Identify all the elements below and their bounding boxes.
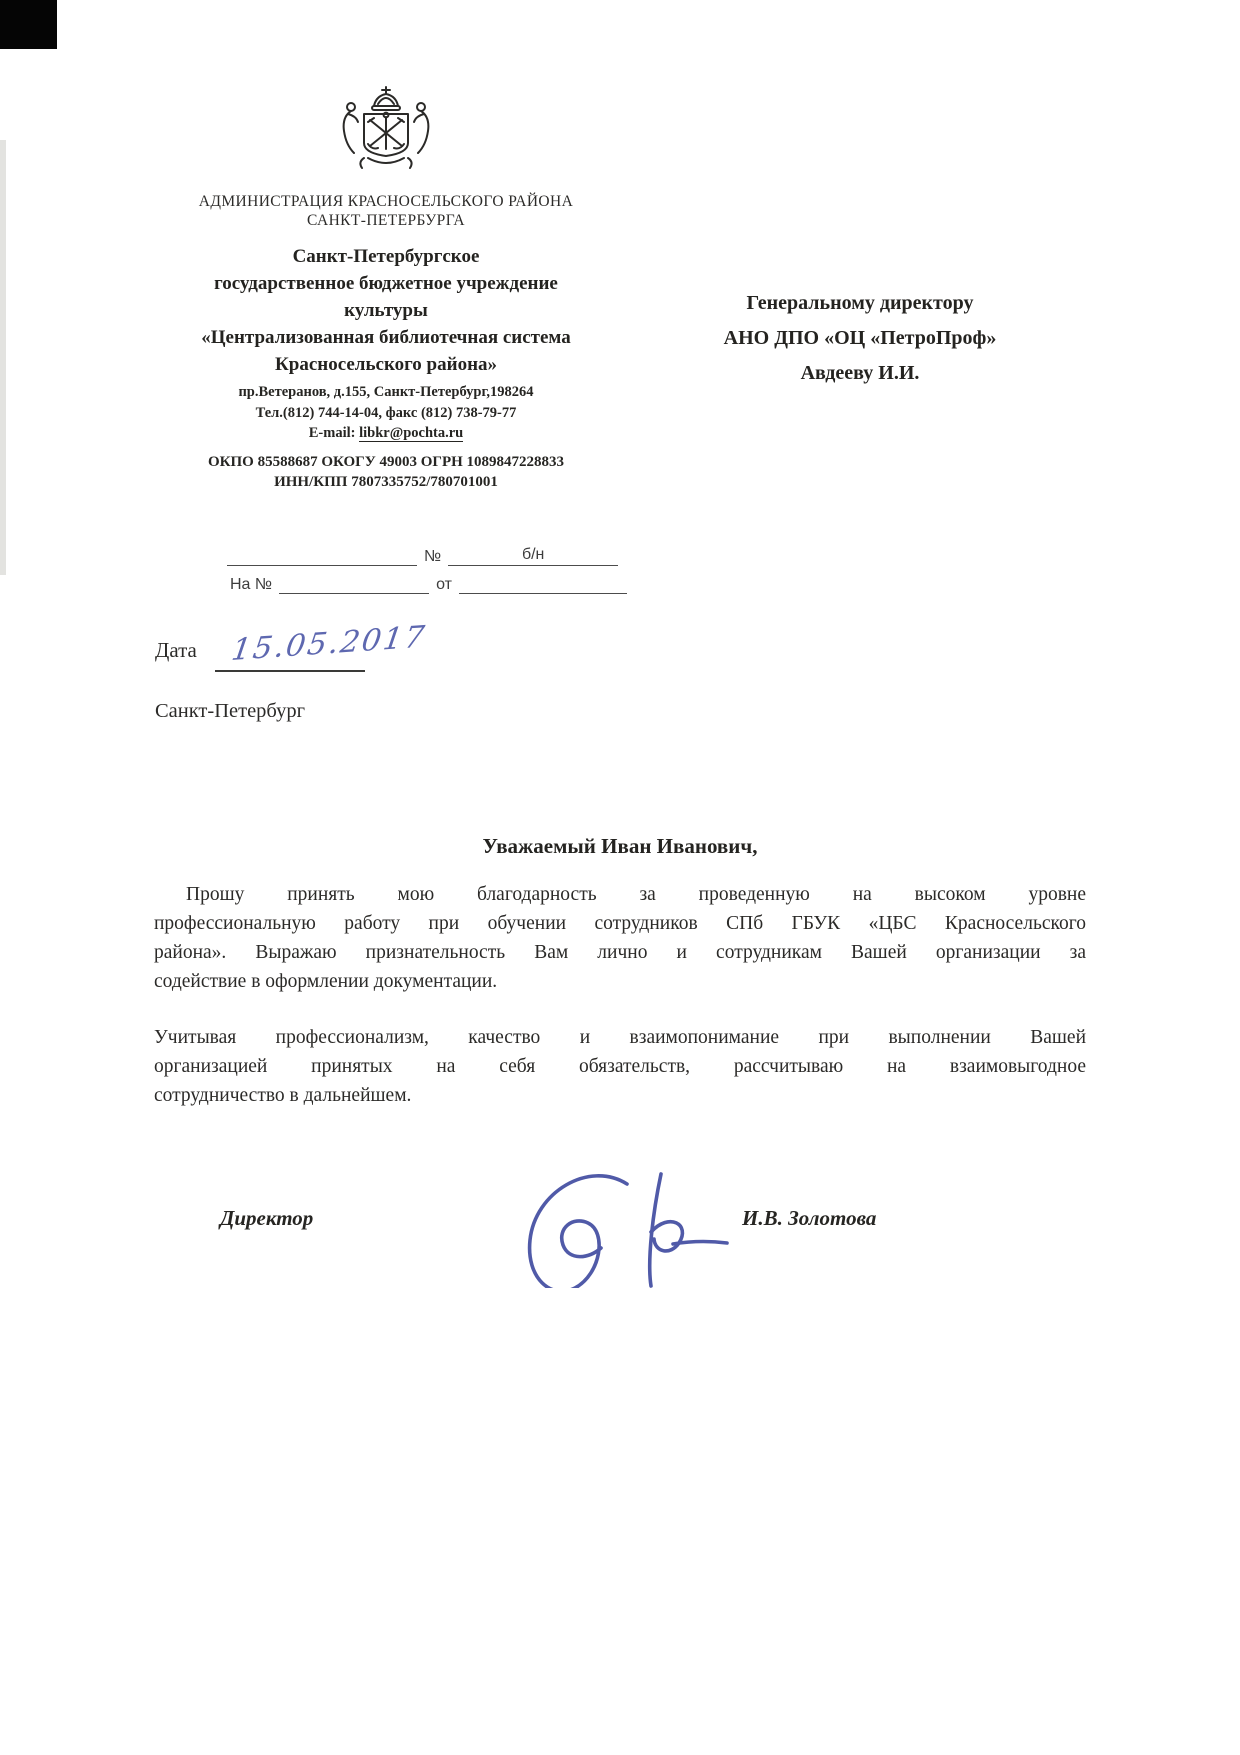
outgoing-number-value: б/н [448,546,618,566]
address-block [150,382,622,444]
paragraph-line: Учитывая профессионализм, качество и взаимопонимание при выполнении Вашей [154,1027,1086,1048]
address-line: пр.Ветеранов, д.155, Санкт-Петербург,198264 [238,384,534,400]
email-address: libkr@pochta.ru [359,425,464,441]
signer-title: Директор [220,1206,314,1230]
paragraph-line: содействие в оформлении документации. [154,971,498,992]
org-line: культуры [344,300,428,321]
salutation: Уважаемый Иван Иванович, [482,834,758,858]
organization-name-block [150,243,622,378]
outgoing-number-blank [227,546,417,566]
email-line [150,423,622,444]
email-label: E-mail: [308,425,356,441]
handwritten-date: 15.05.2017 [229,619,429,668]
org-line: Красносельского района» [274,354,498,375]
recipient-position: Генеральному директору [746,292,974,314]
date-label: Дата [155,638,197,662]
incoming-date-blank [459,574,627,594]
codes-line1: ОКПО 85588687 ОКОГУ 49003 ОГРН 1089847228833 [207,454,565,470]
recipient-block [695,286,1025,391]
org-line: Санкт-Петербургское [292,246,480,267]
administration-line2: САНКТ-ПЕТЕРБУРГА [307,212,465,229]
scan-artifact-corner [0,0,57,49]
coat-of-arms-icon [150,84,622,178]
city-label: Санкт-Петербург [155,700,305,722]
org-line: «Централизованная библиотечная система [201,327,571,348]
number-sign-label: № [424,548,442,565]
paragraph-line: района». Выражаю признательность Вам лично и сотрудникам Вашей организации за [154,942,1086,963]
paragraph-line: профессиональную работу при обучении сотрудников СПб ГБУК «ЦБС Красносельского [154,913,1086,934]
administration-line1: АДМИНИСТРАЦИЯ КРАСНОСЕЛЬСКОГО РАЙОНА [198,193,574,210]
on-number-label: На № [230,576,273,593]
date-row [155,619,429,668]
recipient-organization: АНО ДПО «ОЦ «ПетроПроф» [723,327,997,349]
scan-artifact-left-edge [0,140,6,575]
outgoing-number-line [227,546,618,566]
incoming-number-line [230,574,627,594]
org-line: государственное бюджетное учреждение [214,273,558,294]
paragraph-line: организацией принятых на себя обязательств, рассчитываю на взаимовыгодное [154,1056,1086,1077]
paragraph-line: сотрудничество в дальнейшем. [154,1085,412,1106]
date-underline [215,670,365,672]
signer-name: И.В. Золотова [742,1206,877,1230]
from-label: от [436,576,452,593]
codes-line2: ИНН/КПП 7807335752/780701001 [274,474,498,490]
handwritten-signature [515,1168,730,1288]
phone-fax-line: Тел.(812) 744-14-04, факс (812) 738-79-77 [255,404,517,421]
letter-paragraph-2 [154,1023,1086,1110]
paragraph-line: Прошу принять мою благодарность за проведенную на высоком уровне [186,884,1086,905]
administration-header [150,192,622,230]
letter-paragraph-1 [154,880,1086,996]
recipient-name: Авдееву И.И. [800,362,920,384]
incoming-number-blank [279,574,429,594]
registration-codes-block [150,452,622,492]
